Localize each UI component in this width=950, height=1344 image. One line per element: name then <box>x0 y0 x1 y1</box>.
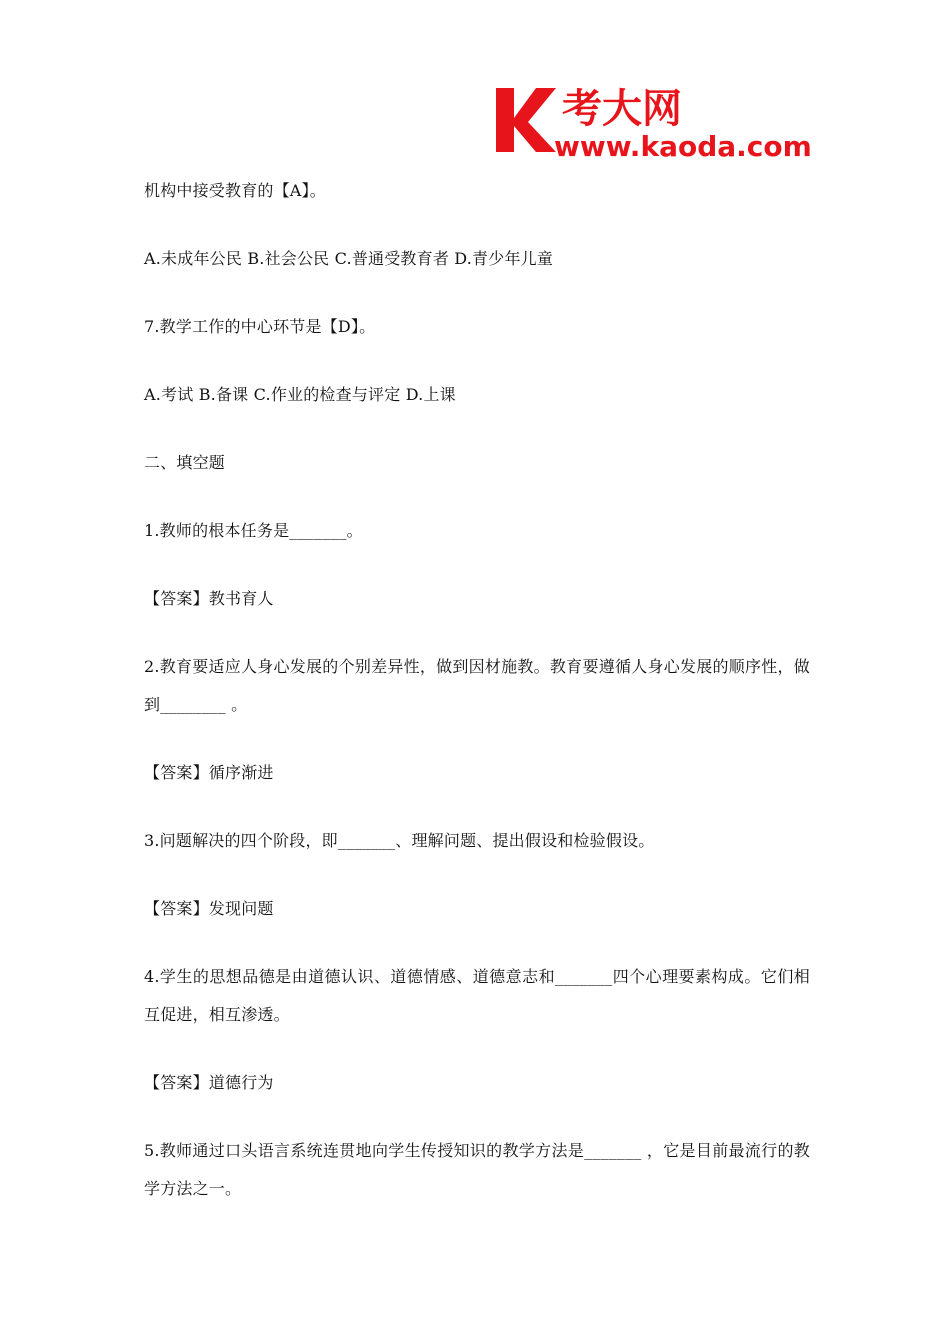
section-heading: 二、填空题 <box>144 453 226 472</box>
paragraph: 1.教师的根本任务是_______。 <box>144 521 363 540</box>
paragraph: A.考试 B.备课 C.作业的检查与评定 D.上课 <box>144 385 456 404</box>
kaoda-logo <box>492 80 812 160</box>
answer: 【答案】循序渐进 <box>144 763 274 782</box>
answer: 【答案】道德行为 <box>144 1073 274 1092</box>
answer: 【答案】教书育人 <box>144 589 274 608</box>
brand-text: 考大网 <box>562 86 682 132</box>
paragraph: 2.教育要适应人身心发展的个别差异性，做到因材施教。教育要遵循人身心发展的顺序性，做到________ 。 <box>144 657 810 714</box>
paragraph: 机构中接受教育的【A】。 <box>144 181 326 200</box>
document-body <box>144 172 810 1208</box>
brand-url: www.kaoda.com <box>554 130 812 160</box>
paragraph: 7.教学工作的中心环节是【D】。 <box>144 317 376 336</box>
k-mark-icon <box>496 88 556 152</box>
paragraph: A.未成年公民 B.社会公民 C.普通受教育者 D.青少年儿童 <box>144 249 554 268</box>
paragraph: 3.问题解决的四个阶段，即_______、理解问题、提出假设和检验假设。 <box>144 831 655 850</box>
kaoda-logo-graphic <box>492 80 812 160</box>
paragraph: 5.教师通过口头语言系统连贯地向学生传授知识的教学方法是_______ ，它是目前最流行的教学方法之一。 <box>144 1141 810 1198</box>
answer: 【答案】发现问题 <box>144 899 274 918</box>
paragraph: 4.学生的思想品德是由道德认识、道德情感、道德意志和_______四个心理要素构成。它们相互促进，相互渗透。 <box>144 967 810 1024</box>
